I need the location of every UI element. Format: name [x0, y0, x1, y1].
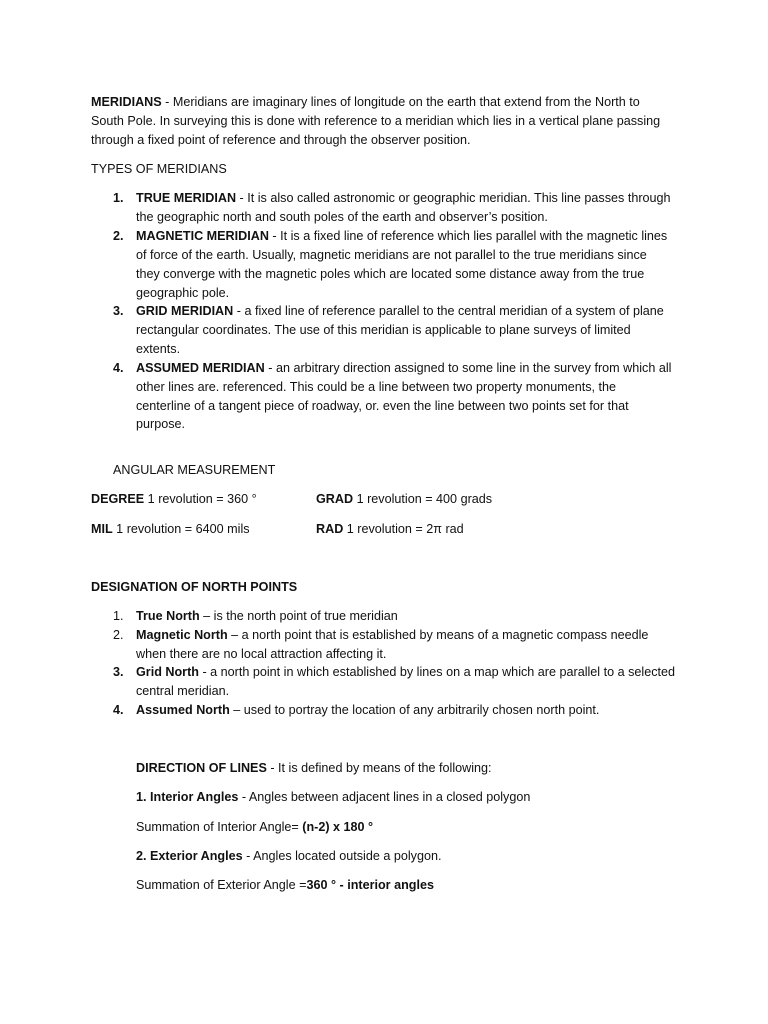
list-number: 1.	[113, 609, 124, 623]
angular-heading: ANGULAR MEASUREMENT	[113, 463, 276, 477]
list-item-grid-meridian: GRID MERIDIAN - a fixed line of reference parallel to the central meridian of a system of plane	[136, 304, 664, 318]
list-item-assumed-north: Assumed North – used to portray the location of any arbitrarily chosen north point.	[136, 703, 600, 717]
mil-definition: MIL 1 revolution = 6400 mils	[91, 522, 250, 536]
list-number: 3.	[113, 665, 124, 679]
rad-definition: RAD 1 revolution = 2π rad	[316, 522, 464, 536]
list-item-assumed-meridian: ASSUMED MERIDIAN - an arbitrary direction assigned to some line in the survey from which all	[136, 361, 672, 375]
list-item-magnetic-meridian: MAGNETIC MERIDIAN - It is a fixed line of reference which lies parallel with the magnetic lines	[136, 229, 668, 243]
list-item-true-meridian: TRUE MERIDIAN - It is also called astronomic or geographic meridian. This line passes through	[136, 191, 671, 205]
list-item-line: central meridian.	[136, 684, 230, 698]
list-item-line: when there are no local attraction affecting it.	[136, 647, 387, 661]
list-item-line: centerline of a tangent piece of roadway, or. even the line between two points set for that	[136, 399, 629, 413]
list-item-line: rectangular coordinates. The use of this meridian is applicable to plane surveys of limited	[136, 323, 631, 337]
direction-heading: DIRECTION OF LINES - It is defined by means of the following:	[136, 761, 492, 775]
list-item-line: extents.	[136, 342, 181, 356]
list-number: 2.	[113, 229, 124, 243]
types-heading: TYPES OF MERIDIANS	[91, 162, 227, 176]
exterior-angles: 2. Exterior Angles - Angles located outside a polygon.	[136, 849, 442, 863]
list-number: 4.	[113, 703, 124, 717]
degree-definition: DEGREE 1 revolution = 360 °	[91, 492, 257, 506]
interior-angle-formula: Summation of Interior Angle= (n-2) x 180 °	[136, 820, 374, 834]
list-item-grid-north: Grid North - a north point in which established by lines on a map which are parallel to a selected	[136, 665, 676, 679]
list-item-line: geographic pole.	[136, 286, 230, 300]
list-number: 1.	[113, 191, 124, 205]
list-item-magnetic-north: Magnetic North – a north point that is established by means of a magnetic compass needle	[136, 628, 649, 642]
list-item-line: other lines are. referenced. This could be a line between two property monuments, the	[136, 380, 617, 394]
intro-line-2: South Pole. In surveying this is done with reference to a meridian which lies in a vertical plane passing	[91, 114, 661, 128]
list-item-true-north: True North – is the north point of true meridian	[136, 609, 398, 623]
grad-definition: GRAD 1 revolution = 400 grads	[316, 492, 493, 506]
list-item-line: of force of the earth. Usually, magnetic meridians are not parallel to the true meridians since	[136, 248, 647, 262]
list-number: 3.	[113, 304, 124, 318]
list-number: 2.	[113, 628, 124, 642]
list-number: 4.	[113, 361, 124, 375]
interior-angles: 1. Interior Angles - Angles between adjacent lines in a closed polygon	[136, 790, 531, 804]
list-item-line: the geographic north and south poles of the earth and observer’s position.	[136, 210, 548, 224]
list-item-line: purpose.	[136, 417, 186, 431]
north-heading: DESIGNATION OF NORTH POINTS	[91, 580, 298, 594]
intro-line-3: through a fixed point of reference and through the observer position.	[91, 133, 471, 147]
intro-line-1: MERIDIANS - Meridians are imaginary lines of longitude on the earth that extend from the North to	[91, 95, 640, 109]
exterior-angle-formula: Summation of Exterior Angle =360 ° - interior angles	[136, 878, 434, 892]
list-item-line: they converge with the magnetic poles which are located some distance away from the true	[136, 267, 645, 281]
meridians-term: MERIDIANS	[91, 95, 162, 109]
